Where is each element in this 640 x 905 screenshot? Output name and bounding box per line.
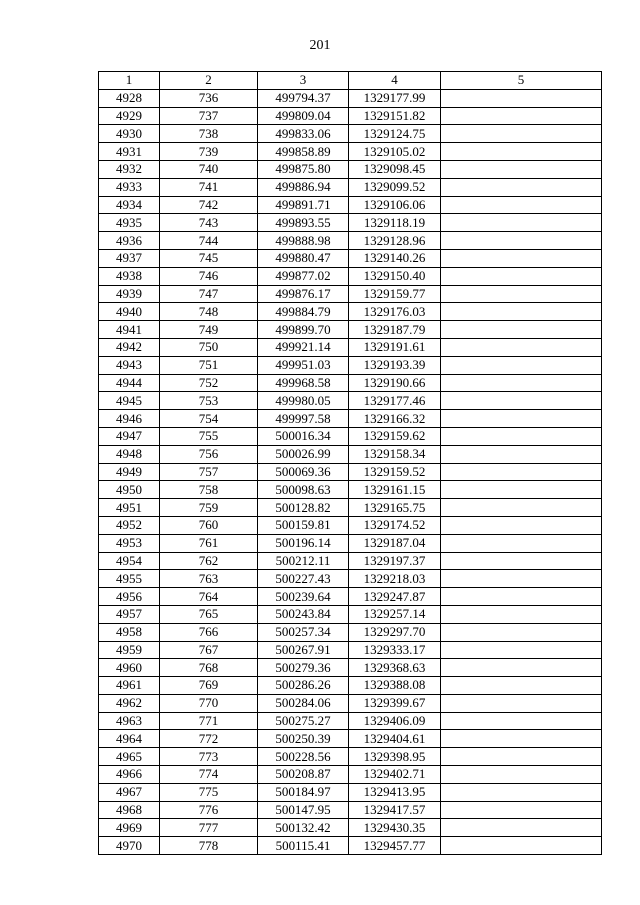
y-coordinate-cell: 1329333.17	[349, 641, 441, 659]
table-row	[99, 445, 602, 463]
table-row	[99, 766, 602, 784]
point-number-cell: 4970	[99, 837, 160, 855]
table-row	[99, 249, 602, 267]
point-number-cell: 4953	[99, 534, 160, 552]
index-cell: 775	[160, 783, 258, 801]
point-number-cell: 4969	[99, 819, 160, 837]
note-cell	[441, 178, 602, 196]
index-cell: 772	[160, 730, 258, 748]
note-cell	[441, 588, 602, 606]
point-number-cell: 4964	[99, 730, 160, 748]
point-number-cell: 4931	[99, 143, 160, 161]
x-coordinate-cell: 499891.71	[258, 196, 349, 214]
x-coordinate-cell: 500196.14	[258, 534, 349, 552]
note-cell	[441, 570, 602, 588]
note-cell	[441, 837, 602, 855]
y-coordinate-cell: 1329159.62	[349, 427, 441, 445]
y-coordinate-cell: 1329166.32	[349, 410, 441, 428]
y-coordinate-cell: 1329105.02	[349, 143, 441, 161]
y-coordinate-cell: 1329158.34	[349, 445, 441, 463]
note-cell	[441, 356, 602, 374]
point-number-cell: 4929	[99, 107, 160, 125]
index-cell: 777	[160, 819, 258, 837]
index-cell: 747	[160, 285, 258, 303]
y-coordinate-cell: 1329128.96	[349, 232, 441, 250]
table-row	[99, 588, 602, 606]
y-coordinate-cell: 1329118.19	[349, 214, 441, 232]
table-row	[99, 748, 602, 766]
y-coordinate-cell: 1329388.08	[349, 677, 441, 695]
y-coordinate-cell: 1329257.14	[349, 605, 441, 623]
table-row	[99, 659, 602, 677]
y-coordinate-cell: 1329174.52	[349, 516, 441, 534]
column-header-3: 3	[258, 72, 349, 90]
y-coordinate-cell: 1329193.39	[349, 356, 441, 374]
x-coordinate-cell: 500257.34	[258, 623, 349, 641]
point-number-cell: 4936	[99, 232, 160, 250]
table-row	[99, 730, 602, 748]
y-coordinate-cell: 1329098.45	[349, 160, 441, 178]
point-number-cell: 4960	[99, 659, 160, 677]
y-coordinate-cell: 1329140.26	[349, 249, 441, 267]
table-row	[99, 801, 602, 819]
note-cell	[441, 249, 602, 267]
point-number-cell: 4941	[99, 321, 160, 339]
table-row	[99, 837, 602, 855]
x-coordinate-cell: 499997.58	[258, 410, 349, 428]
table-row	[99, 534, 602, 552]
index-cell: 748	[160, 303, 258, 321]
x-coordinate-cell: 499794.37	[258, 89, 349, 107]
note-cell	[441, 143, 602, 161]
note-cell	[441, 605, 602, 623]
table-row	[99, 107, 602, 125]
point-number-cell: 4934	[99, 196, 160, 214]
point-number-cell: 4943	[99, 356, 160, 374]
note-cell	[441, 374, 602, 392]
note-cell	[441, 232, 602, 250]
point-number-cell: 4933	[99, 178, 160, 196]
y-coordinate-cell: 1329247.87	[349, 588, 441, 606]
y-coordinate-cell: 1329165.75	[349, 499, 441, 517]
index-cell: 752	[160, 374, 258, 392]
x-coordinate-cell: 499877.02	[258, 267, 349, 285]
note-cell	[441, 783, 602, 801]
note-cell	[441, 748, 602, 766]
table-row	[99, 321, 602, 339]
x-coordinate-cell: 500284.06	[258, 694, 349, 712]
point-number-cell: 4955	[99, 570, 160, 588]
index-cell: 760	[160, 516, 258, 534]
index-cell: 756	[160, 445, 258, 463]
x-coordinate-cell: 500115.41	[258, 837, 349, 855]
x-coordinate-cell: 500184.97	[258, 783, 349, 801]
x-coordinate-cell: 500026.99	[258, 445, 349, 463]
y-coordinate-cell: 1329161.15	[349, 481, 441, 499]
point-number-cell: 4965	[99, 748, 160, 766]
column-header-1: 1	[99, 72, 160, 90]
column-header-5: 5	[441, 72, 602, 90]
note-cell	[441, 694, 602, 712]
y-coordinate-cell: 1329404.61	[349, 730, 441, 748]
table-row	[99, 160, 602, 178]
note-cell	[441, 303, 602, 321]
x-coordinate-cell: 499858.89	[258, 143, 349, 161]
page-number: 201	[309, 38, 331, 53]
y-coordinate-cell: 1329398.95	[349, 748, 441, 766]
y-coordinate-cell: 1329457.77	[349, 837, 441, 855]
index-cell: 743	[160, 214, 258, 232]
table-row	[99, 410, 602, 428]
note-cell	[441, 623, 602, 641]
note-cell	[441, 730, 602, 748]
table-row	[99, 143, 602, 161]
note-cell	[441, 196, 602, 214]
table-row	[99, 338, 602, 356]
note-cell	[441, 410, 602, 428]
index-cell: 738	[160, 125, 258, 143]
x-coordinate-cell: 499886.94	[258, 178, 349, 196]
y-coordinate-cell: 1329176.03	[349, 303, 441, 321]
table-row	[99, 677, 602, 695]
point-number-cell: 4952	[99, 516, 160, 534]
y-coordinate-cell: 1329399.67	[349, 694, 441, 712]
index-cell: 774	[160, 766, 258, 784]
point-number-cell: 4956	[99, 588, 160, 606]
note-cell	[441, 766, 602, 784]
point-number-cell: 4930	[99, 125, 160, 143]
x-coordinate-cell: 500212.11	[258, 552, 349, 570]
index-cell: 740	[160, 160, 258, 178]
index-cell: 762	[160, 552, 258, 570]
note-cell	[441, 445, 602, 463]
index-cell: 768	[160, 659, 258, 677]
table-row	[99, 356, 602, 374]
note-cell	[441, 338, 602, 356]
table-row	[99, 552, 602, 570]
point-number-cell: 4928	[99, 89, 160, 107]
point-number-cell: 4946	[99, 410, 160, 428]
x-coordinate-cell: 500267.91	[258, 641, 349, 659]
y-coordinate-cell: 1329187.79	[349, 321, 441, 339]
x-coordinate-cell: 500128.82	[258, 499, 349, 517]
note-cell	[441, 392, 602, 410]
x-coordinate-cell: 499880.47	[258, 249, 349, 267]
note-cell	[441, 214, 602, 232]
point-number-cell: 4966	[99, 766, 160, 784]
x-coordinate-cell: 500228.56	[258, 748, 349, 766]
note-cell	[441, 819, 602, 837]
y-coordinate-cell: 1329406.09	[349, 712, 441, 730]
table-row	[99, 125, 602, 143]
table-row	[99, 783, 602, 801]
index-cell: 737	[160, 107, 258, 125]
index-cell: 744	[160, 232, 258, 250]
x-coordinate-cell: 500098.63	[258, 481, 349, 499]
y-coordinate-cell: 1329402.71	[349, 766, 441, 784]
note-cell	[441, 89, 602, 107]
index-cell: 736	[160, 89, 258, 107]
y-coordinate-cell: 1329159.52	[349, 463, 441, 481]
table-row	[99, 481, 602, 499]
note-cell	[441, 160, 602, 178]
index-cell: 757	[160, 463, 258, 481]
y-coordinate-cell: 1329413.95	[349, 783, 441, 801]
x-coordinate-cell: 499968.58	[258, 374, 349, 392]
index-cell: 759	[160, 499, 258, 517]
table-row	[99, 374, 602, 392]
note-cell	[441, 641, 602, 659]
table-row	[99, 89, 602, 107]
point-number-cell: 4958	[99, 623, 160, 641]
x-coordinate-cell: 499921.14	[258, 338, 349, 356]
index-cell: 770	[160, 694, 258, 712]
index-cell: 776	[160, 801, 258, 819]
x-coordinate-cell: 500243.84	[258, 605, 349, 623]
point-number-cell: 4940	[99, 303, 160, 321]
index-cell: 750	[160, 338, 258, 356]
note-cell	[441, 801, 602, 819]
point-number-cell: 4944	[99, 374, 160, 392]
note-cell	[441, 107, 602, 125]
point-number-cell: 4954	[99, 552, 160, 570]
point-number-cell: 4957	[99, 605, 160, 623]
coordinates-table	[98, 71, 602, 855]
table-row	[99, 267, 602, 285]
table-row	[99, 214, 602, 232]
note-cell	[441, 659, 602, 677]
y-coordinate-cell: 1329106.06	[349, 196, 441, 214]
table-header	[99, 72, 602, 90]
x-coordinate-cell: 499833.06	[258, 125, 349, 143]
x-coordinate-cell: 500208.87	[258, 766, 349, 784]
point-number-cell: 4948	[99, 445, 160, 463]
column-header-4: 4	[349, 72, 441, 90]
x-coordinate-cell: 500275.27	[258, 712, 349, 730]
index-cell: 771	[160, 712, 258, 730]
table-row	[99, 623, 602, 641]
x-coordinate-cell: 500159.81	[258, 516, 349, 534]
point-number-cell: 4947	[99, 427, 160, 445]
x-coordinate-cell: 499809.04	[258, 107, 349, 125]
y-coordinate-cell: 1329159.77	[349, 285, 441, 303]
index-cell: 755	[160, 427, 258, 445]
y-coordinate-cell: 1329124.75	[349, 125, 441, 143]
note-cell	[441, 677, 602, 695]
point-number-cell: 4951	[99, 499, 160, 517]
table-row	[99, 178, 602, 196]
note-cell	[441, 712, 602, 730]
index-cell: 753	[160, 392, 258, 410]
table-row	[99, 392, 602, 410]
index-cell: 761	[160, 534, 258, 552]
y-coordinate-cell: 1329297.70	[349, 623, 441, 641]
y-coordinate-cell: 1329150.40	[349, 267, 441, 285]
column-header-2: 2	[160, 72, 258, 90]
index-cell: 763	[160, 570, 258, 588]
x-coordinate-cell: 500250.39	[258, 730, 349, 748]
x-coordinate-cell: 500147.95	[258, 801, 349, 819]
note-cell	[441, 516, 602, 534]
x-coordinate-cell: 499899.70	[258, 321, 349, 339]
y-coordinate-cell: 1329191.61	[349, 338, 441, 356]
x-coordinate-cell: 499884.79	[258, 303, 349, 321]
point-number-cell: 4959	[99, 641, 160, 659]
y-coordinate-cell: 1329190.66	[349, 374, 441, 392]
point-number-cell: 4967	[99, 783, 160, 801]
index-cell: 746	[160, 267, 258, 285]
point-number-cell: 4939	[99, 285, 160, 303]
y-coordinate-cell: 1329368.63	[349, 659, 441, 677]
point-number-cell: 4942	[99, 338, 160, 356]
index-cell: 749	[160, 321, 258, 339]
point-number-cell: 4963	[99, 712, 160, 730]
point-number-cell: 4937	[99, 249, 160, 267]
x-coordinate-cell: 500286.26	[258, 677, 349, 695]
y-coordinate-cell: 1329177.46	[349, 392, 441, 410]
index-cell: 739	[160, 143, 258, 161]
table-row	[99, 499, 602, 517]
index-cell: 765	[160, 605, 258, 623]
index-cell: 754	[160, 410, 258, 428]
table-body	[99, 89, 602, 854]
point-number-cell: 4962	[99, 694, 160, 712]
y-coordinate-cell: 1329177.99	[349, 89, 441, 107]
table-row	[99, 694, 602, 712]
y-coordinate-cell: 1329417.57	[349, 801, 441, 819]
note-cell	[441, 321, 602, 339]
table-row	[99, 463, 602, 481]
table-row	[99, 605, 602, 623]
table-row	[99, 427, 602, 445]
note-cell	[441, 552, 602, 570]
note-cell	[441, 481, 602, 499]
point-number-cell: 4938	[99, 267, 160, 285]
table-row	[99, 285, 602, 303]
x-coordinate-cell: 500227.43	[258, 570, 349, 588]
y-coordinate-cell: 1329218.03	[349, 570, 441, 588]
y-coordinate-cell: 1329099.52	[349, 178, 441, 196]
y-coordinate-cell: 1329430.35	[349, 819, 441, 837]
index-cell: 773	[160, 748, 258, 766]
index-cell: 741	[160, 178, 258, 196]
header-row	[99, 72, 602, 90]
note-cell	[441, 125, 602, 143]
index-cell: 766	[160, 623, 258, 641]
x-coordinate-cell: 499875.80	[258, 160, 349, 178]
point-number-cell: 4935	[99, 214, 160, 232]
x-coordinate-cell: 500279.36	[258, 659, 349, 677]
note-cell	[441, 499, 602, 517]
x-coordinate-cell: 500016.34	[258, 427, 349, 445]
point-number-cell: 4932	[99, 160, 160, 178]
index-cell: 778	[160, 837, 258, 855]
table-row	[99, 712, 602, 730]
table-row	[99, 641, 602, 659]
note-cell	[441, 267, 602, 285]
x-coordinate-cell: 499951.03	[258, 356, 349, 374]
note-cell	[441, 534, 602, 552]
y-coordinate-cell: 1329187.04	[349, 534, 441, 552]
point-number-cell: 4950	[99, 481, 160, 499]
note-cell	[441, 463, 602, 481]
index-cell: 751	[160, 356, 258, 374]
note-cell	[441, 427, 602, 445]
index-cell: 764	[160, 588, 258, 606]
x-coordinate-cell: 499888.98	[258, 232, 349, 250]
table-row	[99, 516, 602, 534]
table-row	[99, 819, 602, 837]
x-coordinate-cell: 499876.17	[258, 285, 349, 303]
index-cell: 745	[160, 249, 258, 267]
y-coordinate-cell: 1329151.82	[349, 107, 441, 125]
x-coordinate-cell: 500132.42	[258, 819, 349, 837]
table-row	[99, 570, 602, 588]
index-cell: 742	[160, 196, 258, 214]
point-number-cell: 4961	[99, 677, 160, 695]
table-row	[99, 196, 602, 214]
index-cell: 758	[160, 481, 258, 499]
point-number-cell: 4945	[99, 392, 160, 410]
x-coordinate-cell: 500239.64	[258, 588, 349, 606]
index-cell: 769	[160, 677, 258, 695]
y-coordinate-cell: 1329197.37	[349, 552, 441, 570]
x-coordinate-cell: 499980.05	[258, 392, 349, 410]
x-coordinate-cell: 500069.36	[258, 463, 349, 481]
table-row	[99, 303, 602, 321]
x-coordinate-cell: 499893.55	[258, 214, 349, 232]
note-cell	[441, 285, 602, 303]
index-cell: 767	[160, 641, 258, 659]
table-row	[99, 232, 602, 250]
point-number-cell: 4968	[99, 801, 160, 819]
point-number-cell: 4949	[99, 463, 160, 481]
